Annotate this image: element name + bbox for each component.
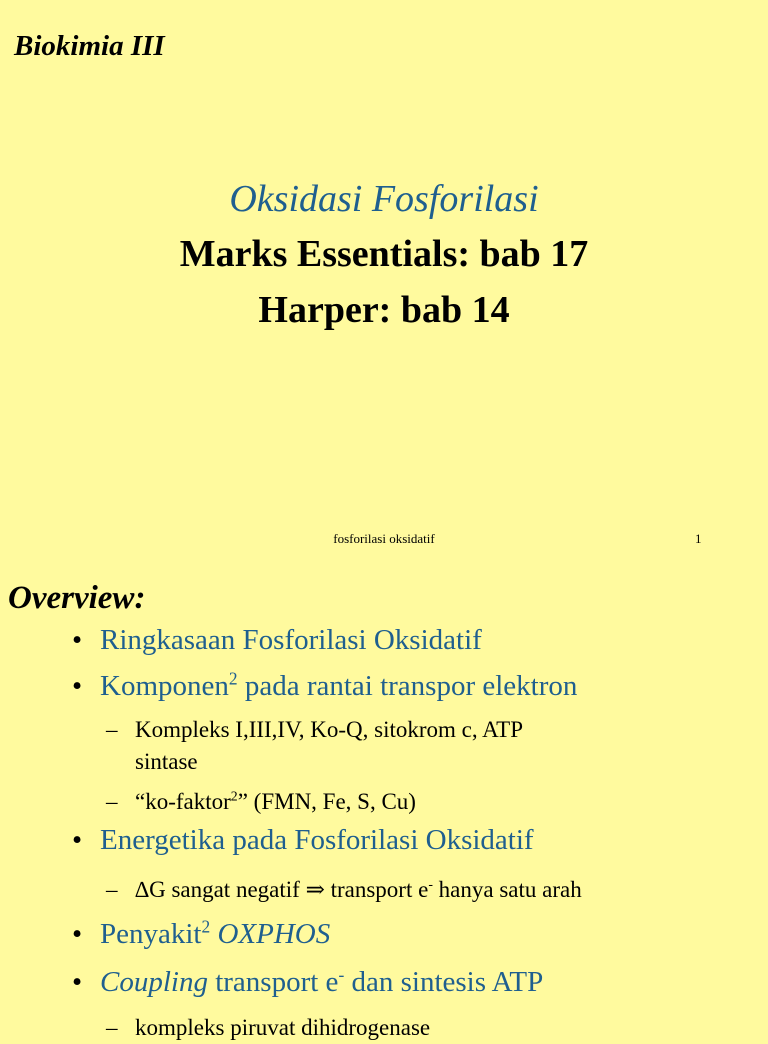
sub-list-item: – kompleks piruvat dihidrogenase (106, 1012, 430, 1044)
overview-slide (0, 566, 768, 1040)
bullet-icon: • (72, 824, 83, 856)
implies-arrow-icon: ⇒ (305, 877, 325, 902)
delta-icon: ∆ (135, 877, 150, 902)
title-block (0, 172, 768, 338)
dash-icon: – (106, 717, 118, 742)
page-number: 1 (695, 531, 702, 546)
reference-harper: Harper: bab 14 (258, 289, 510, 331)
list-item: • Komponen$^2$ pada rantai transpor elektron (72, 668, 578, 702)
sub-list-item: – Kompleks I,III,IV, Ko-Q, sitokrom c, ATP sintase (106, 714, 523, 778)
dash-icon: – (106, 877, 118, 902)
bullet-icon: • (72, 670, 83, 702)
sub-list-item: – “ko-faktor$^2$” (FMN, Fe, S, Cu) (106, 786, 416, 818)
slide-title: Oksidasi Fosforilasi (229, 178, 539, 220)
bullet-icon: • (72, 918, 83, 950)
sub-list-item: – ∆G sangat negatif ⇒ transport e- hanya satu arah (106, 874, 582, 906)
reference-marks: Marks Essentials: bab 17 (179, 233, 589, 275)
overview-heading: Overview: (8, 580, 146, 616)
slide-footer: fosforilasi oksidatif (333, 531, 435, 546)
list-item: • Ringkasaan Fosforilasi Oksidatif (72, 624, 482, 656)
bullet-icon: • (72, 966, 83, 998)
list-item: • Coupling transport e- dan sintesis ATP (72, 964, 544, 998)
dash-icon: – (106, 1015, 118, 1040)
dash-icon: – (106, 789, 118, 814)
course-name: Biokimia III (14, 30, 165, 62)
list-item: • Penyakit$^2$ OXPHOS (72, 916, 331, 950)
list-item: • Energetika pada Fosforilasi Oksidatif (72, 824, 534, 856)
bullet-icon: • (72, 624, 83, 656)
